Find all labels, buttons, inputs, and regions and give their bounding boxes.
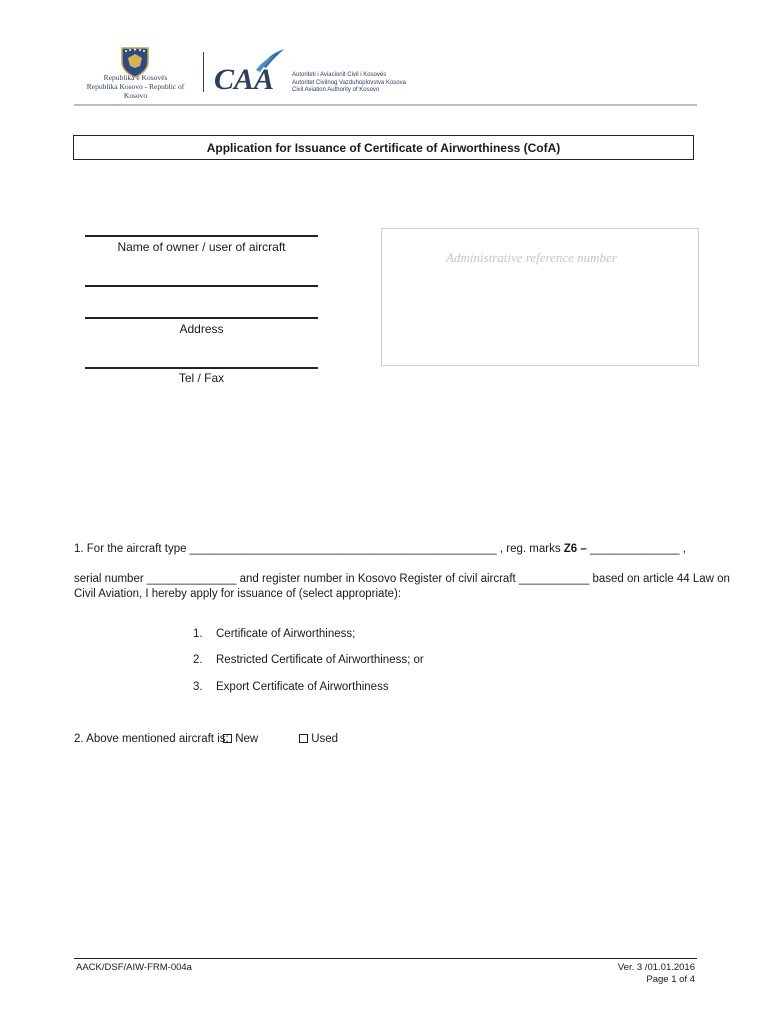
option-1[interactable]: 1. Certificate of Airworthiness; — [193, 628, 356, 640]
address-field[interactable] — [85, 317, 318, 319]
caa-logo-text: CAA — [214, 63, 275, 92]
tel-fax-label: Tel / Fax — [178, 371, 225, 385]
q1-line3: Civil Aviation, I hereby apply for issuance of (select appropriate): — [74, 588, 402, 600]
q1-line2: serial number ______________ and register number in Kosovo Register of civil aircraft ___________ based on article 44 Law on — [74, 573, 730, 585]
address-label: Address — [179, 322, 224, 336]
version-label: Ver. 3 /01.01.2016 — [617, 962, 695, 973]
country-name: Republika e Kosovës Republika Kosovo - Republic of Kosovo — [86, 73, 185, 100]
doc-code: AACK/DSF/AIW-FRM-004a — [76, 962, 192, 973]
owner-name-field[interactable] — [85, 235, 318, 237]
new-label: New — [235, 733, 259, 745]
new-option[interactable] — [223, 733, 258, 745]
admin-reference-placeholder: Administrative reference number — [446, 250, 617, 265]
new-checkbox[interactable] — [223, 734, 232, 743]
header-rule — [74, 104, 697, 106]
owner-name-label: Name of owner / user of aircraft — [117, 240, 286, 254]
used-option[interactable] — [299, 733, 338, 745]
authority-name: Autoriteti i Aviacionit Civil i Kosovës Autoritet Civilnog Vazduhoplovstva Kosova Civil Aviation Authority of Kosovo — [292, 72, 406, 93]
owner-name-line2-field[interactable] — [85, 285, 318, 287]
used-label: Used — [311, 733, 339, 745]
used-checkbox[interactable] — [299, 734, 308, 743]
form-title: Application for Issuance of Certificate of Airworthiness (CofA) — [73, 135, 694, 160]
option-3[interactable]: 3. Export Certificate of Airworthiness — [193, 681, 389, 693]
caa-logo — [212, 46, 288, 92]
option-2[interactable]: 2. Restricted Certificate of Airworthiness; or — [193, 654, 424, 666]
q1-line1: 1. For the aircraft type ________________________________________________ , reg. marks Z6 – ______________ , — [74, 543, 686, 555]
header-divider — [203, 52, 204, 92]
page-number: Page 1 of 4 — [646, 974, 695, 985]
reg-prefix: Z6 – — [563, 543, 587, 555]
tel-fax-field[interactable] — [85, 367, 318, 369]
q2-label: 2. Above mentioned aircraft is: — [74, 733, 229, 745]
footer-rule — [74, 958, 697, 959]
admin-reference-box[interactable] — [381, 228, 699, 366]
